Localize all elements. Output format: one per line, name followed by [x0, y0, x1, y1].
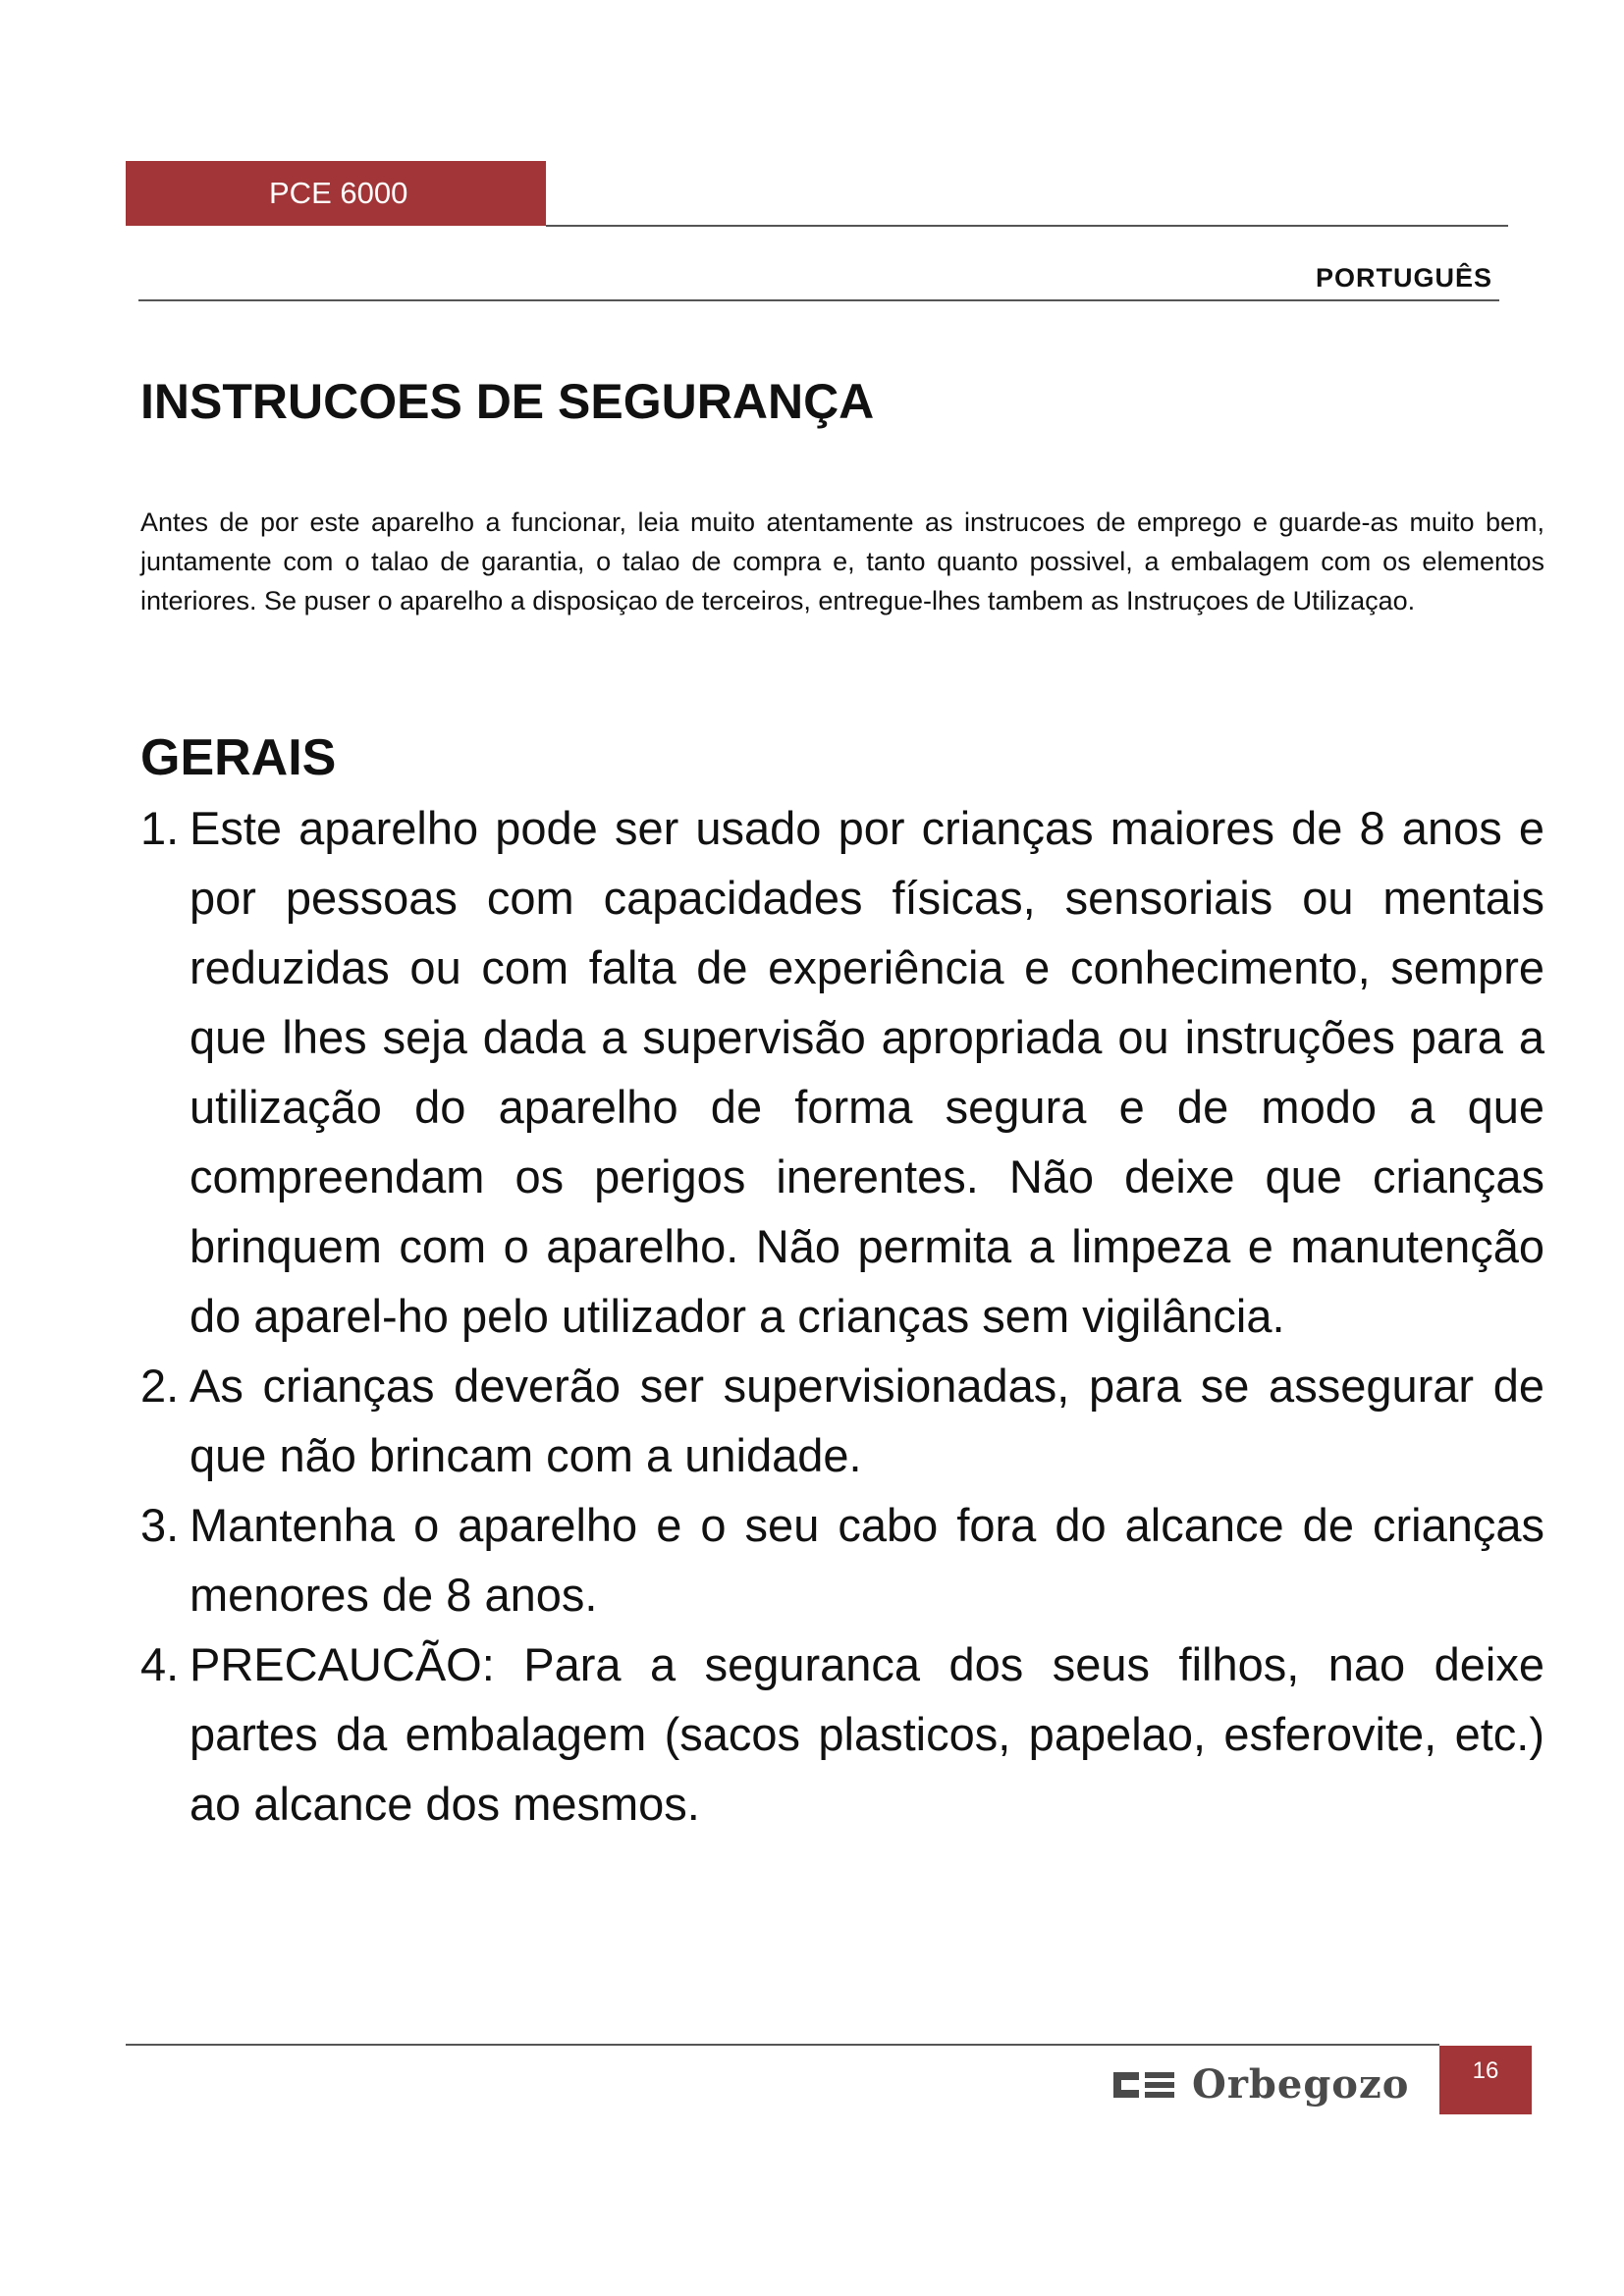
brand-name: Orbegozo [1192, 2061, 1410, 2108]
list-item [140, 1351, 1544, 1490]
list-item [140, 793, 1544, 1351]
intro-paragraph: Antes de por este aparelho a funcionar, leia muito atentamente as instrucoes de emprego e guarde-as muito bem, juntamente com o talao de garantia, o talao de compra e, tanto quanto possivel, a embalagem com os elementos interiores. Se puser o aparelho a disposiçao de terceiros, entregue-lhes tambem as Instruçoes de Utilizaçao. [140, 507, 1544, 615]
header-rule-top [546, 225, 1508, 227]
page-title: INSTRUCOES DE SEGURANÇA [140, 374, 875, 429]
brand-logo [1113, 2061, 1409, 2108]
safety-list [140, 793, 1544, 1839]
page-number-box [1439, 2046, 1532, 2114]
model-name: PCE 6000 [269, 176, 408, 210]
model-tab [126, 161, 546, 226]
footer-rule [126, 2044, 1439, 2046]
item-number: 1. [140, 802, 180, 854]
item-text: Este aparelho pode ser usado por crianças maiores de 8 anos e por pessoas com capacidades físicas, sensoriais ou mentais reduzidas ou com falta de experiência e conhecimento, sempre que lhes seja dada a supervisão apropriada ou instruções para a utilização do aparelho de forma segura e de modo a que compreendam os perigos inerentes. Não deixe que crianças brinquem com o aparelho. Não permita a limpeza e manutenção do aparel-ho pelo utilizador a crianças sem vigilância. [189, 802, 1544, 1342]
item-text: PRECAUCÃO: Para a seguranca dos seus filhos, nao deixe partes da embalagem (sacos plasticos, papelao, esferovite, etc.) ao alcance dos mesmos. [189, 1638, 1544, 1830]
section-title: GERAIS [140, 729, 337, 786]
item-number: 2. [140, 1360, 180, 1412]
orbegozo-logo-icon [1113, 2068, 1174, 2102]
item-text: Mantenha o aparelho e o seu cabo fora do alcance de crianças menores de 8 anos. [189, 1499, 1544, 1621]
item-number: 4. [140, 1638, 180, 1690]
item-number: 3. [140, 1499, 180, 1551]
header-rule-bottom [138, 299, 1499, 301]
page-number: 16 [1472, 2057, 1499, 2084]
item-text: As crianças deverão ser supervisionadas, para se assegurar de que não brincam com a unidade. [189, 1360, 1544, 1481]
language-label: PORTUGUÊS [1315, 263, 1492, 293]
list-item [140, 1629, 1544, 1839]
list-item [140, 1490, 1544, 1629]
